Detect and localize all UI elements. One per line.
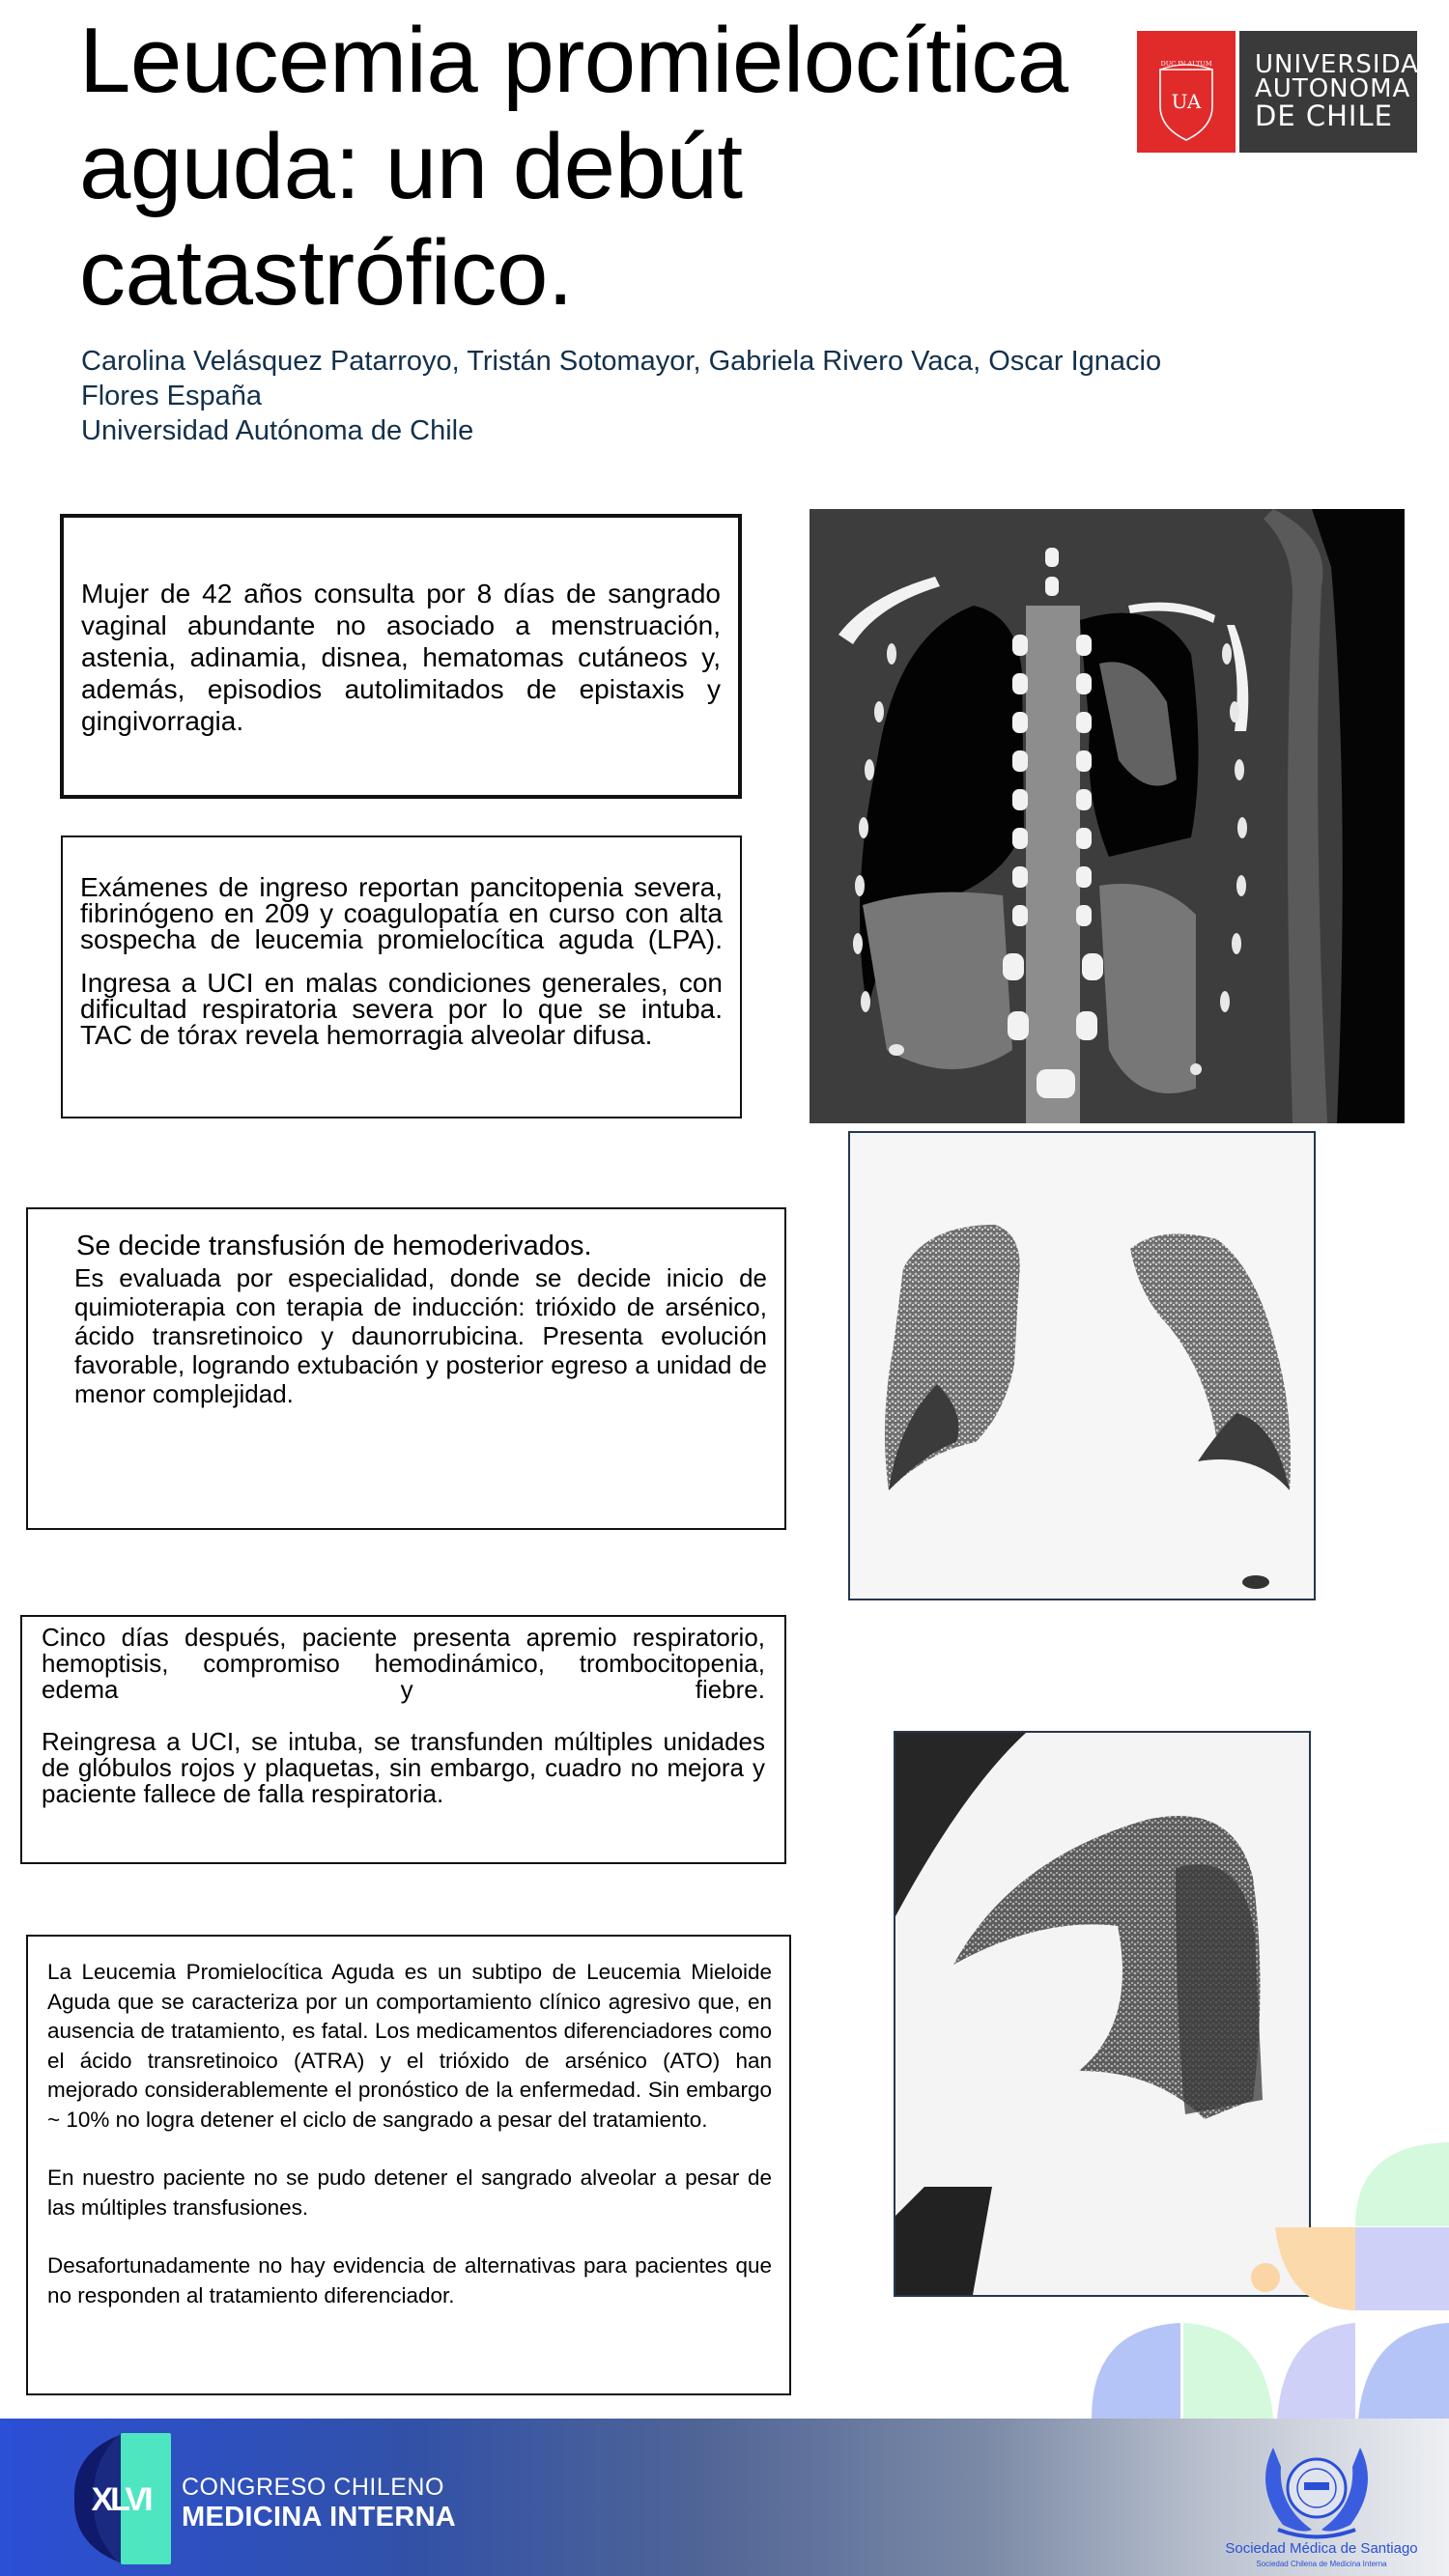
transfusion-lead-text: Se decide transfusión de hemoderivados. [76, 1231, 592, 1261]
affiliation: Universidad Autónoma de Chile [81, 415, 474, 446]
university-logo [1137, 31, 1439, 153]
treatment-text: Es evaluada por especialidad, donde se decide inicio de quimioterapia con terapia de inducción: trióxido de arsénico, ácido transretinoico y daunorrubicina. Presenta evolución favorable, logrando extubación y posterior egreso a unidad de menor complejidad. [74, 1263, 767, 1408]
society-name: Sociedad Médica de Santiago [1225, 2540, 1418, 2557]
decorative-shapes [1072, 2135, 1449, 2420]
outcome-box [20, 1615, 786, 1864]
relapse-text: Cinco días después, paciente presenta apremio respiratorio, hemoptisis, compromiso hemodinámico, trombocitopenia, edema y fiebre. [42, 1623, 765, 1704]
congress-numeral: XLVI [91, 2481, 151, 2518]
deco-quarter-circle [1275, 2227, 1355, 2310]
death-text: Reingresa a UCI, se intuba, se transfunden múltiples unidades de glóbulos rojos y plaquetas, sin embargo, cuadro no mejora y paciente fallece de falla respiratoria. [42, 1727, 765, 1808]
admission-findings-box [61, 835, 742, 1118]
case-presentation-text: Mujer de 42 años consulta por 8 días de sangrado vaginal abundante no asociado a menstruación, astenia, adinamia, disnea, hematomas cutáneos y, además, episodios autolimitados de epistaxis y gingivorragia. [81, 579, 721, 736]
deco-dot [1251, 2263, 1280, 2292]
congress-name-line1: CONGRESO CHILENO [182, 2474, 444, 2501]
deco-quarter-circle [1355, 2142, 1449, 2226]
ua-name-line: AUTONOMA [1255, 74, 1411, 103]
ct-coronal-mediastinal-image [810, 509, 1405, 1123]
deco-square [1355, 2227, 1449, 2310]
ua-shield-panel [1137, 31, 1236, 153]
authors: Carolina Velásquez Patarroyo, Tristán Sotomayor, Gabriela Rivero Vaca, Oscar Ignacio Flores España [81, 346, 1162, 411]
congress-logo-icon [72, 2431, 179, 2566]
ua-name-panel [1239, 31, 1439, 153]
ct-coronal-lung-image [848, 1131, 1316, 1600]
shield-icon [1137, 31, 1236, 153]
admission-labs-text: Exámenes de ingreso reportan pancitopenia severa, fibrinógeno en 209 y coagulopatía en curso con alta sospecha de leucemia promielocítica aguda (LPA). [80, 872, 723, 954]
deco-quarter-circle [1358, 2323, 1449, 2419]
ct-scan-illustration [850, 1133, 1314, 1599]
deco-quarter-circle [1183, 2323, 1273, 2419]
ct-scan-illustration [810, 509, 1405, 1123]
congress-name-line2: MEDICINA INTERNA [182, 2502, 457, 2533]
ua-motto: DUC IN ALTUM [1160, 60, 1212, 68]
case-presentation-box [60, 514, 742, 799]
deco-quarter-circle [1277, 2323, 1355, 2419]
treatment-box [26, 1207, 786, 1530]
discussion-text: La Leucemia Promielocítica Aguda es un subtipo de Leucemia Mieloide Aguda que se caracteriza por un comportamiento clínico agresivo que, en ausencia de tratamiento, es fatal. Los medicamentos diferenciadores como el ácido transretinoico (ATRA) y el trióxido de arsénico (ATO) han mejorado considerablemente el pronóstico de la enfermedad. Sin embargo ~ 10% no logra detener el ciclo de sangrado a pesar del tratamiento. [47, 1960, 772, 2132]
patient-note-text: En nuestro paciente no se pudo detener el sangrado alveolar a pesar de las múltiples transfusiones. [47, 2166, 772, 2220]
ua-monogram: UA [1171, 90, 1202, 113]
conclusion-text: Desafortunadamente no hay evidencia de alternativas para pacientes que no responden al tratamiento diferenciador. [47, 2253, 772, 2307]
deco-quarter-circle [1092, 2323, 1180, 2419]
society-subtitle: Sociedad Chilena de Medicina Interna [1256, 2560, 1387, 2568]
ua-name-line: DE CHILE [1255, 99, 1393, 132]
ua-name-line: UNIVERSIDAD [1255, 50, 1439, 79]
icu-admission-text: Ingresa a UCI en malas condiciones generales, con dificultad respiratoria severa por lo que se intuba. TAC de tórax revela hemorragia alveolar difusa. [80, 968, 723, 1050]
discussion-box [26, 1935, 791, 2395]
society-emblem-icon [1244, 2438, 1389, 2544]
poster-title: Leucemia promielocítica aguda: un debút catastrófico. [79, 9, 1068, 325]
